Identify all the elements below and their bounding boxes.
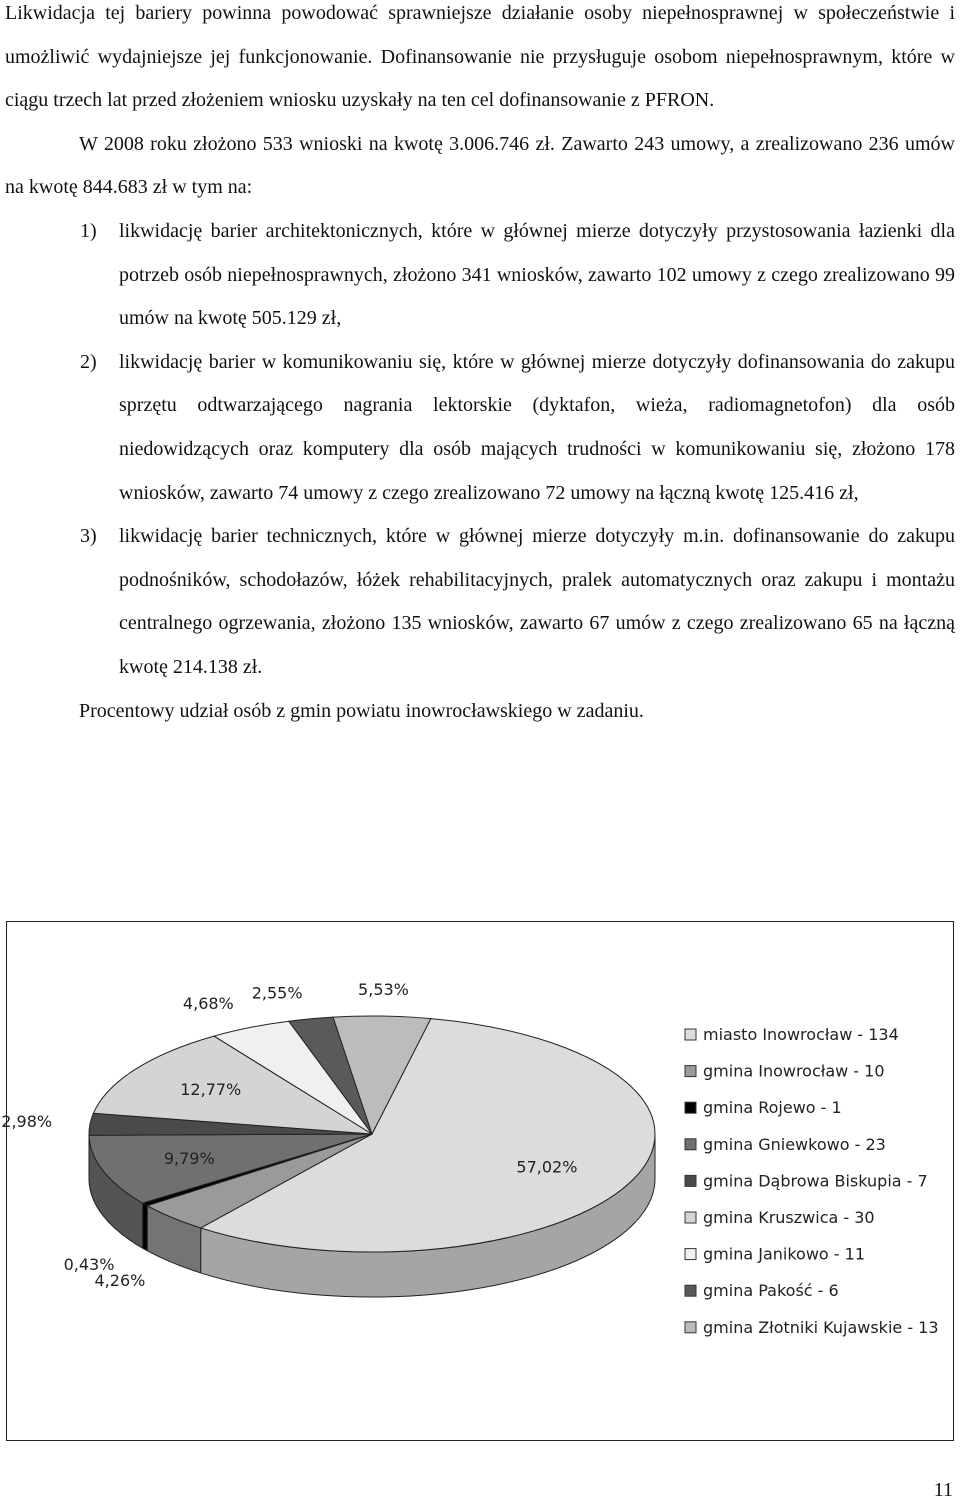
legend-label: gmina Inowrocław - 10 xyxy=(703,1061,885,1081)
pie-top xyxy=(89,1016,655,1252)
legend-label: miasto Inowrocław - 134 xyxy=(703,1025,899,1044)
legend-label: gmina Kruszwica - 30 xyxy=(703,1208,875,1227)
pie-slice-side xyxy=(143,1203,148,1251)
list-item-text: likwidację barier w komunikowaniu się, które w głównej mierze dotyczyły dofinansowania do zakupu sprzętu odtwarzającego nagrania lektorskie (dyktafon, wieża, radiomagnetofon) dla osób niedowidzących oraz komputery dla osób mających trudności w komunikowaniu się, złożono 178 wniosków, zawarto 74 umowy z czego zrealizowano 72 umowy na łączną kwotę 125.416 zł, xyxy=(119,350,955,504)
legend-label: gmina Rojewo - 1 xyxy=(703,1098,842,1118)
legend-swatch xyxy=(685,1249,696,1260)
legend-label: gmina Złotniki Kujawskie - 13 xyxy=(703,1317,939,1337)
legend-label: gmina Dąbrowa Biskupia - 7 xyxy=(703,1171,928,1191)
list-item-number: 1) xyxy=(80,219,97,242)
legend-swatch xyxy=(685,1139,696,1150)
legend-swatch xyxy=(685,1066,696,1077)
pie-slice-label: 2,55% xyxy=(251,983,303,1003)
paragraph-1: Likwidacja tej bariery powinna powodować sprawniejsze działanie osoby niepełnosprawnej w społeczeństwie i umożliwić wydajniejsze jej funkcjonowanie. Dofinansowanie nie przysługuje osobom niepełnosprawnym, które w ciągu trzech lat przed złożeniem wniosku uzyskały na ten cel dofinansowanie z PFRON. xyxy=(5,2,955,112)
pie-slice-label: 4,26% xyxy=(94,1270,146,1290)
pie-slice-label: 2,98% xyxy=(1,1112,53,1132)
legend-swatch xyxy=(685,1102,696,1113)
document-text xyxy=(5,0,955,733)
legend-label: gmina Janikowo - 11 xyxy=(703,1244,865,1264)
chart-caption: Procentowy udział osób z gmin powiatu inowrocławskiego w zadaniu. xyxy=(79,699,644,722)
pie-slice-label: 5,53% xyxy=(358,980,409,1000)
list-item-number: 3) xyxy=(80,525,97,548)
legend-swatch xyxy=(685,1212,696,1223)
legend-label: gmina Gniewkowo - 23 xyxy=(703,1134,886,1154)
chart-legend xyxy=(685,1025,939,1337)
legend-swatch xyxy=(685,1029,696,1040)
pie-slice-label: 0,43% xyxy=(63,1254,115,1274)
list-item-text: likwidację barier architektonicznych, które w głównej mierze dotyczyły przystosowania łazienki dla potrzeb osób niepełnosprawnych, złożono 341 wniosków, zawarto 102 umowy z czego zrealizowano 99 umów na kwotę 505.129 zł, xyxy=(119,219,955,330)
paragraph-2: W 2008 roku złożono 533 wnioski na kwotę 3.006.746 zł. Zawarto 243 umowy, a zrealizowano 236 umów na kwotę 844.683 zł w tym na: xyxy=(5,132,955,199)
list-item-number: 2) xyxy=(80,350,97,373)
pie-slice-label: 4,68% xyxy=(182,994,234,1014)
funding-list xyxy=(5,210,955,690)
legend-swatch xyxy=(685,1322,696,1333)
pie-slice-label: 9,79% xyxy=(163,1149,215,1169)
legend-label: gmina Pakość - 6 xyxy=(703,1281,839,1301)
list-item xyxy=(5,341,955,515)
list-item xyxy=(5,210,955,341)
page-number: 11 xyxy=(933,1479,953,1501)
legend-swatch xyxy=(685,1285,696,1296)
pie-chart xyxy=(1,922,953,1440)
pie-chart-frame xyxy=(1,921,954,1441)
pie-slice-label: 12,77% xyxy=(180,1080,242,1100)
pie-slice-label: 57,02% xyxy=(516,1157,578,1177)
list-item-text: likwidację barier technicznych, które w głównej mierze dotyczyły m.in. dofinansowanie do zakupu podnośników, schodołazów, łóżek rehabilitacyjnych, pralek automatycznych oraz zakupu i montażu centralnego ogrzewania, złożono 135 wniosków, zawarto 67 umów z czego zrealizowano 65 na łączną kwotę 214.138 zł. xyxy=(119,525,955,678)
legend-swatch xyxy=(685,1175,696,1186)
list-item xyxy=(5,515,955,689)
